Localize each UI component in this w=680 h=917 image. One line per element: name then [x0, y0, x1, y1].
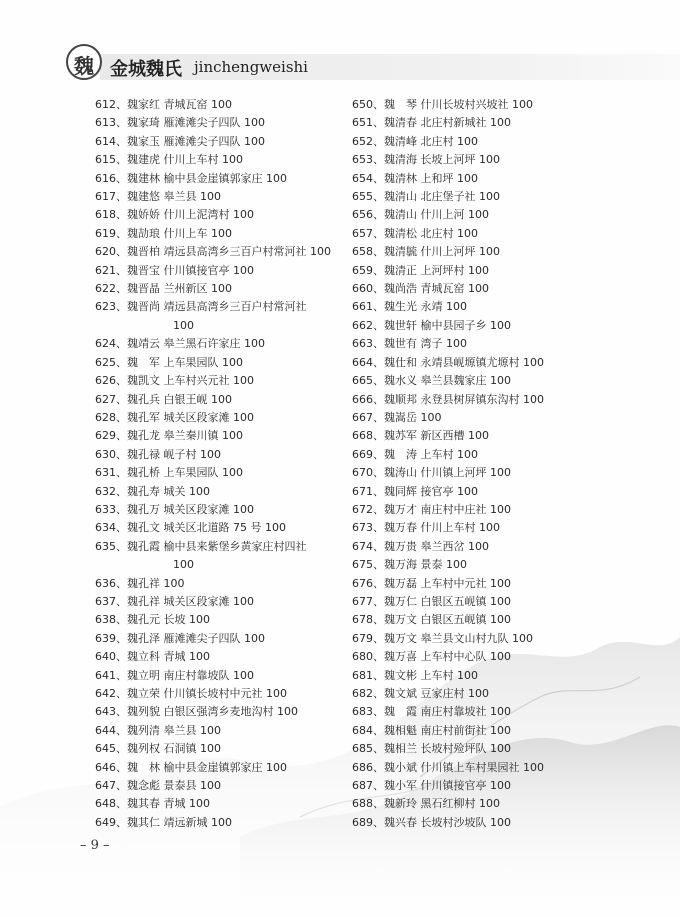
list-item: 647、魏念彪 景泰县 100	[95, 779, 221, 793]
list-item: 642、魏立荣 什川镇长坡村中元社 100	[95, 687, 287, 700]
list-item: 655、魏清山 北庄堡子社 100	[352, 190, 500, 204]
list-item: 619、魏劼琅 什川上车 100	[95, 226, 232, 240]
list-item: 675、魏万海 景泰 100	[352, 558, 467, 572]
list-item: 628、魏孔军 城关区段家滩 100	[95, 410, 254, 424]
list-item: 658、魏清毓 什川上河坪 100	[352, 245, 500, 259]
list-item: 640、魏立科 青城 100	[95, 650, 210, 664]
list-item: 627、魏孔兵 白银王岘 100	[95, 392, 232, 406]
list-item: 670、魏涛山 什川镇上河坪 100	[352, 466, 511, 480]
list-item: 649、魏其仁 靖远新城 100	[95, 815, 232, 829]
list-item: 635、魏孔霞 榆中县来紫堡乡黄家庄村四社	[95, 539, 307, 553]
list-item: 676、魏万磊 上车村中元社 100	[352, 576, 511, 590]
list-item: 656、魏清山 什川上河 100	[352, 208, 489, 222]
list-item: 622、魏晋晶 兰州新区 100	[95, 282, 232, 296]
list-item: 618、魏娇娇 什川上泥湾村 100	[95, 208, 254, 222]
list-item: 643、魏列貌 白银区强湾乡麦地沟村 100	[95, 705, 298, 719]
list-item: 633、魏孔万 城关区段家滩 100	[95, 502, 254, 516]
list-item: 682、魏文斌 豆家庄村 100	[352, 687, 489, 700]
page-header	[0, 40, 680, 90]
list-item: 641、魏立明 南庄村靠坡队 100	[95, 668, 254, 682]
list-item: 662、魏世轩 榆中县园子乡 100	[352, 318, 511, 332]
list-item: 668、魏苏军 新区西槽 100	[352, 429, 489, 443]
list-item: 679、魏万文 皋兰县文山村九队 100	[352, 631, 533, 645]
list-item: 654、魏清林 上和坪 100	[352, 171, 478, 185]
list-item: 620、魏晋柏 靖远县高湾乡三百户村常河社 100	[95, 245, 331, 259]
list-item: 637、魏孔祥 城关区段家滩 100	[95, 594, 254, 608]
list-item: 683、魏 霞 南庄村靠坡社 100	[352, 705, 511, 719]
list-item: 688、魏新玲 黑石红柳村 100	[352, 797, 500, 811]
list-item: 661、魏生光 永靖 100	[352, 300, 467, 314]
list-item: 648、魏其春 青城 100	[95, 797, 210, 811]
list-item: 644、魏列清 皋兰县 100	[95, 723, 221, 737]
list-item: 651、魏清春 北庄村新城社 100	[352, 116, 511, 130]
list-item: 666、魏顺邦 永登县树屏镇东沟村 100	[352, 392, 544, 406]
list-item: 672、魏万才 南庄村中庄社 100	[352, 502, 511, 516]
list-item: 100	[173, 558, 194, 572]
list-item: 624、魏靖云 皋兰黑石许家庄 100	[95, 337, 265, 351]
list-item: 684、魏相魁 南庄村前街社 100	[352, 723, 511, 737]
list-item: 626、魏凯文 上车村兴元社 100	[95, 374, 254, 388]
list-item: 681、魏文彬 上车村 100	[352, 668, 478, 682]
list-item: 665、魏水义 皋兰县魏家庄 100	[352, 374, 511, 388]
list-item: 100	[173, 318, 194, 332]
list-item: 660、魏尚浩 青城瓦窑 100	[352, 282, 489, 296]
list-item: 645、魏列权 石洞镇 100	[95, 742, 221, 756]
list-item: 650、魏 琴 什川长坡村兴坡社 100	[352, 98, 533, 111]
list-item: 636、魏孔祥 100	[95, 576, 185, 590]
list-item: 680、魏万喜 上车村中心队 100	[352, 650, 511, 664]
list-item: 674、魏万贵 皋兰西岔 100	[352, 539, 489, 553]
list-item: 653、魏清海 长坡上河坪 100	[352, 153, 500, 167]
list-item: 631、魏孔桥 上车果园队 100	[95, 466, 243, 480]
header-band	[100, 54, 680, 80]
list-item: 638、魏孔元 长坡 100	[95, 613, 210, 627]
list-item: 623、魏晋尚 靖远县高湾乡三百户村常河社	[95, 300, 307, 314]
book-title: 金城魏氏	[110, 59, 182, 80]
list-item: 630、魏孔禄 岘子村 100	[95, 447, 221, 461]
list-item: 613、魏家琦 雁滩滩尖子四队 100	[95, 116, 265, 130]
list-item: 632、魏孔寿 城关 100	[95, 484, 210, 498]
list-item: 639、魏孔泽 雁滩滩尖子四队 100	[95, 631, 265, 645]
list-item: 663、魏世有 湾子 100	[352, 337, 467, 351]
logo-character: 魏	[74, 54, 94, 78]
list-item: 677、魏万仁 白银区五岘镇 100	[352, 594, 511, 608]
list-item: 669、魏 涛 上车村 100	[352, 447, 478, 461]
list-item: 621、魏晋宝 什川镇接官亭 100	[95, 263, 254, 277]
list-item: 657、魏清松 北庄村 100	[352, 226, 478, 240]
list-item: 616、魏建林 榆中县金崖镇郭家庄 100	[95, 171, 287, 185]
list-item: 625、魏 军 上车果园队 100	[95, 355, 243, 369]
list-item: 685、魏相兰 长坡村殓坪队 100	[352, 742, 511, 756]
list-item: 617、魏建悠 皋兰县 100	[95, 190, 221, 204]
list-item: 614、魏家玉 雁滩滩尖子四队 100	[95, 134, 265, 148]
page-number: – 9 –	[80, 838, 110, 853]
right-name-list	[352, 96, 652, 832]
list-item: 612、魏家红 青城瓦窑 100	[95, 98, 232, 111]
list-item: 673、魏万春 什川上车村 100	[352, 521, 500, 535]
list-item: 629、魏孔龙 皋兰秦川镇 100	[95, 429, 243, 443]
list-item: 646、魏 林 榆中县金崖镇郭家庄 100	[95, 760, 287, 774]
list-item: 687、魏小军 什川镇接官亭 100	[352, 779, 511, 793]
list-item: 686、魏小斌 什川镇上车村果园社 100	[352, 760, 544, 774]
list-item: 615、魏建虎 什川上车村 100	[95, 153, 243, 167]
list-item: 634、魏孔文 城关区北道路 75 号 100	[95, 521, 286, 535]
left-name-list	[95, 96, 365, 832]
book-subtitle: jinchengweishi	[194, 58, 308, 76]
list-item: 659、魏清正 上河坪村 100	[352, 263, 489, 277]
list-item: 678、魏万文 白银区五岘镇 100	[352, 613, 511, 627]
list-item: 652、魏清峰 北庄村 100	[352, 134, 478, 148]
list-item: 664、魏仕和 永靖县岘塬镇尤塬村 100	[352, 355, 544, 369]
list-item: 667、魏嵩岳 100	[352, 410, 442, 424]
family-logo	[66, 44, 102, 80]
list-item: 671、魏同辉 接官亭 100	[352, 484, 478, 498]
list-item: 689、魏兴春 长坡村沙坡队 100	[352, 815, 511, 829]
